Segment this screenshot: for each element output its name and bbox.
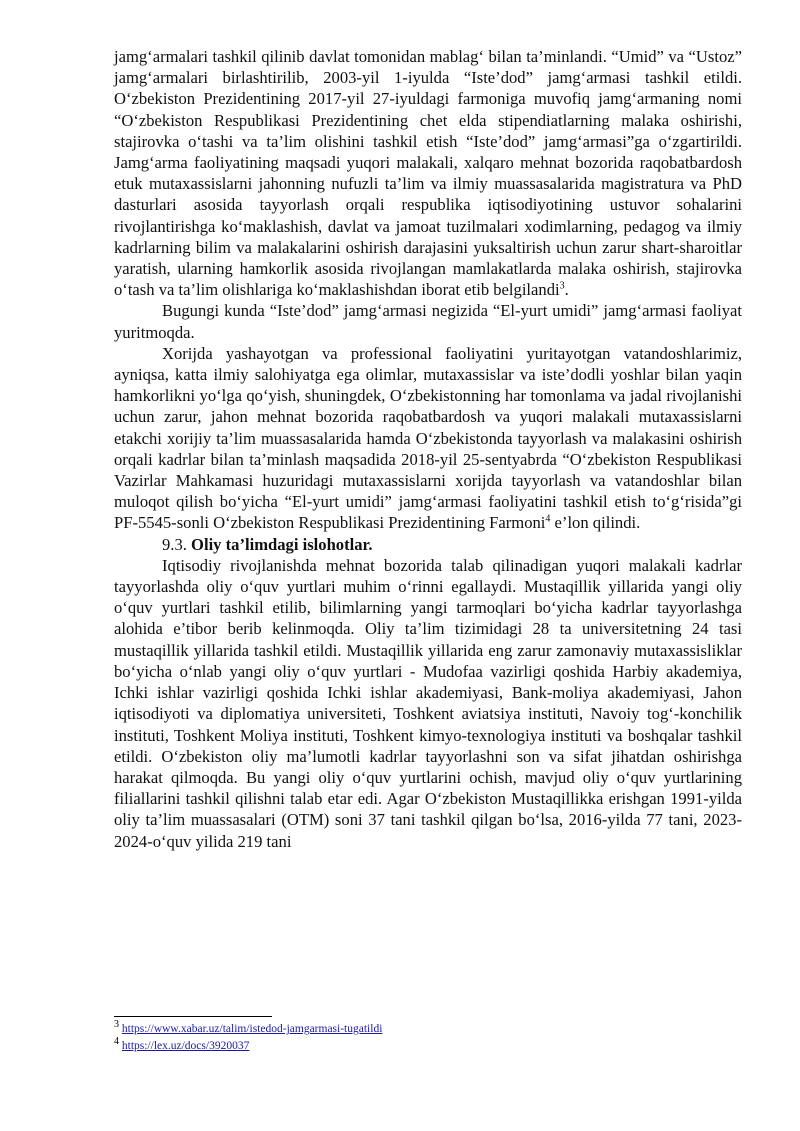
paragraph-decree: Xorijda yashayotgan va professional faoliyatini yuritayotgan vatandoshlarimiz, ayniqsa, katta ilmiy salohiyatga ega olimlar, mutaxassislar va iste’dodli yoshlar bilan yaqin hamkorlikni yo‘lga qo‘yish, shuningdek, O‘zbekistonning har tomonlama va jadal rivojlanishi uchun zarur, jahon mehnat bozorida raqobatbardosh va yuqori malakali mutaxassislarni etakchi xorijiy ta’lim muassasalarida hamda O‘zbekistonda tayyorlash va malakasini oshirish orqali kadrlar bilan ta’minlash maqsadida 2018-yil 25-sentyabrda “O‘zbekiston Respublikasi Vazirlar Mahkamasi huzuridagi mutaxassislarni xorijda tayyorlash va vatandoshlar bilan muloqot qilish bo‘yicha “El-yurt umidi” jamg‘armasi faoliyatini tashkil etish to‘g‘risida”gi PF-5545-sonli O‘zbekiston Respublikasi Prezidentining Farmoni$^4$ e’lon qilindi. bbox=[114, 343, 742, 533]
paragraph-text: Xorijda yashayotgan va professional faoliyatini yuritayotgan vatandoshlarimiz, ayniqsa, katta ilmiy salohiyatga ega olimlar, mutaxassislar va iste’dodli yoshlar bilan yaqin hamkorlikni yo‘lga qo‘yish, shuningdek, O‘zbekistonning har tomonlama va jadal rivojlanishi uchun zarur, jahon mehnat bozorida raqobatbardosh va yuqori malakali mutaxassislarni etakchi xorijiy ta’lim muassasalarida hamda O‘zbekistonda tayyorlash va malakasini oshirish orqali kadrlar bilan ta’minlash maqsadida 2018-yil 25-sentyabrda “O‘zbekiston Respublikasi Vazirlar Mahkamasi huzuridagi mutaxassislarni xorijda tayyorlash va vatandoshlar bilan muloqot qilish bo‘yicha “El-yurt umidi” jamg‘armasi faoliyatini tashkil etish to‘g‘risida”gi PF-5545-sonli O‘zbekiston Respublikasi Prezidentining Farmoni bbox=[114, 343, 742, 533]
footnotes bbox=[114, 1016, 742, 1055]
paragraph-text: jamg‘armalari tashkil qilinib davlat tomonidan mablag‘ bilan ta’minlandi. “Umid” va “Ustoz” jamg‘armalari birlashtirilib, 2003-yil 1-iyulda “Iste’dod” jamg‘armasi tashkil etildi. O‘zbekiston Prezidentining 2017-yil 27-iyuldagi farmoniga muvofiq jamg‘armaning nomi “O‘zbekiston Respublikasi Prezidentining chet elda stipendiatlarning malaka oshirishi, stajirovka o‘tashi va ta’lim olishini tashkil etish “Iste’dod” jamg‘armasi”ga o‘zgartirildi. Jamg‘arma faoliyatining maqsadi yuqori malakali, xalqaro mehnat bozorida raqobatbardosh etuk mutaxassislarni jahonning nufuzli ta’lim va ilmiy muassasalarida magistratura va PhD dasturlari asosida tayyorlash orqali respublika iqtisodiyotining ustuvor sohalarini rivojlantirishga ko‘maklashish, davlat va jamoat tuzilmalari xodimlarning, pedagog va ilmiy kadrlarning bilim va malakalarini oshirish darajasini yuksaltirish uchun zarur shart-sharoitlar yaratish, ularning hamkorlik asosida rivojlangan mamlakatlarda malaka oshirish, stajirovka o‘tash va ta’lim olishlariga ko‘maklashishdan iborat etib belgilandi bbox=[114, 47, 742, 300]
footnote-ref-4[interactable]: 4 bbox=[545, 513, 551, 525]
footnote-link[interactable]: https://www.xabar.uz/talim/istedod-jamgarmasi-tugatildi bbox=[121, 1023, 383, 1035]
footnote-divider bbox=[114, 1016, 272, 1017]
paragraph-higher-education: Iqtisodiy rivojlanishda mehnat bozorida talab qilinadigan yuqori malakali kadrlar tayyorlashda oliy o‘quv yurtlari muhim o‘rinni egallaydi. Mustaqillik yillarida yangi oliy o‘quv yurtlari tashkil etilib, bilimlarning yangi tarmoqlari bo‘yicha kadrlar tayyorlashga alohida e’tibor berib kelinmoqda. Oliy ta’lim tizimidagi 28 ta universitetning 24 tasi mustaqillik yillarida tashkil etildi. Mustaqillik yillarida eng zarur zamonaviy mutaxassisliklar bo‘yicha o‘nlab yangi oliy o‘quv yurtlari - Mudofaa vazirligi qoshida Harbiy akademiya, Ichki ishlar vazirligi qoshida Ichki ishlar akademiyasi, Bank-moliya akademiyasi, Jahon iqtisodiyoti va diplomatiya universiteti, Toshkent aviatsiya instituti, Navoiy tog‘-konchilik instituti, Toshkent Moliya instituti, Toshkent kimyo-texnologiya instituti va boshqalar tashkil etildi. O‘zbekiston oliy ma’lumotli kadrlar tayyorlashni son va sifat jihatdan oshirishga harakat qilmoqda. Bu yangi oliy o‘quv yurtlarini ochish, mavjud oliy o‘quv yurtlarining filiallarini tashkil qilishni talab etar edi. Agar O‘zbekiston Mustaqillikka erishgan 1991-yilda oliy ta’lim muassasalari (OTM) soni 37 tani tashkil qilgan bo‘lsa, 2016-yilda 77 tani, 2023-2024-o‘quv yilida 219 tani bbox=[114, 555, 742, 851]
section-title: Oliy ta’limdagi islohotlar. bbox=[191, 534, 373, 554]
footnote-4: $^4$ https://lex.uz/docs/3920037 bbox=[114, 1036, 250, 1052]
footnote-link[interactable]: https://lex.uz/docs/3920037 bbox=[121, 1040, 250, 1052]
footnote-3: $^3$ https://www.xabar.uz/talim/istedod-jamgarmasi-tugatildi bbox=[114, 1019, 383, 1035]
footnote-ref-3[interactable]: 3 bbox=[559, 280, 565, 292]
paragraph-fund-history: jamg‘armalari tashkil qilinib davlat tomonidan mablag‘ bilan ta’minlandi. “Umid” va “Ustoz” jamg‘armalari birlashtirilib, 2003-yil 1-iyulda “Iste’dod” jamg‘armasi tashkil etildi. O‘zbekiston Prezidentining 2017-yil 27-iyuldagi farmoniga muvofiq jamg‘armaning nomi “O‘zbekiston Respublikasi Prezidentining chet elda stipendiatlarning malaka oshirishi, stajirovka o‘tashi va ta’lim olishini tashkil etish “Iste’dod” jamg‘armasi”ga o‘zgartirildi. Jamg‘arma faoliyatining maqsadi yuqori malakali, xalqaro mehnat bozorida raqobatbardosh etuk mutaxassislarni jahonning nufuzli ta’lim va ilmiy muassasalarida magistratura va PhD dasturlari asosida tayyorlash orqali respublika iqtisodiyotining ustuvor sohalarini rivojlantirishga ko‘maklashish, davlat va jamoat tuzilmalari xodimlarning, pedagog va ilmiy kadrlarning bilim va malakalarini oshirish darajasini yuksaltirish uchun zarur shart-sharoitlar yaratish, ularning hamkorlik asosida rivojlangan mamlakatlarda malaka oshirish, stajirovka o‘tash va ta’lim olishlariga ko‘maklashishdan iborat etib belgilandi$^3$. bbox=[114, 47, 742, 300]
section-heading bbox=[114, 534, 742, 555]
section-number: 9.3. bbox=[162, 534, 192, 554]
document-body bbox=[114, 46, 742, 852]
paragraph-el-yurt: Bugungi kunda “Iste’dod” jamg‘armasi negizida “El-yurt umidi” jamg‘armasi faoliyat yuritmoqda. bbox=[114, 301, 742, 342]
